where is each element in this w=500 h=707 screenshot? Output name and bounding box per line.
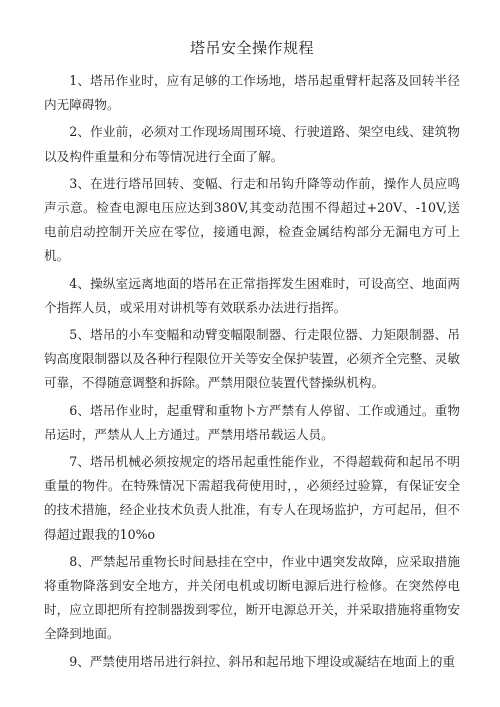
paragraph-8: 8、严禁起吊重物长时间悬挂在空中，作业中遇突发故障，应采取措施将重物降落到安全地方，并关闭电机或切断电源后进行检修。在突然停电时，应立即把所有控制器拨到零位，断开电源总开关，并采取措施将重物安全降到地面。 bbox=[44, 553, 460, 642]
paragraph-6: 6、塔吊作业时，起重臂和重物卜方严禁有人停留、工作或通过。重物吊运时，严禁从人上方通过。严禁用塔吊载运人员。 bbox=[44, 402, 460, 442]
document-title: 塔吊安全操作规程 bbox=[189, 39, 314, 57]
paragraph-2: 2、作业前，必须对工作现场周围环境、行驶道路、架空电线、建筑物以及构件重量和分布等情况进行全面了解。 bbox=[44, 124, 460, 164]
paragraph-9: 9、严禁使用塔吊进行斜拉、斜吊和起吊地下埋设或凝结在地面上的重 bbox=[69, 653, 456, 669]
paragraph-7: 7、塔吊机械必须按规定的塔吊起重性能作业，不得超载荷和起吊不明重量的物件。在特殊情况下需超我荷使用时，，必须经过验算，有保证安全的技术措施，经企业技术负责人批准，有专人在现场监护，方可起吊，但不得超过跟我的10%o bbox=[44, 454, 460, 542]
paragraph-3: 3、在进行塔吊回转、变幅、行走和吊钩升降等动作前，操作人员应鸣声示意。检查电源电压应达到380V,其变动范围不得超过+20V、-10V,送电前启动控制开关应在零位，接通电源，检查金属结构部分无漏电方可上机。 bbox=[44, 175, 460, 264]
paragraph-4: 4、操纵室远离地面的塔吊在正常指挥发生困难时，可设高空、地面两个指挥人员，或采用对讲机等有效联系办法进行指挥。 bbox=[44, 275, 460, 315]
paragraph-5: 5、塔吊的小车变幅和动臂变幅限制器、行走限位器、力矩限制器、吊钩高度限制器以及各种行程限位开关等安全保护装置，必须齐全完整、灵敏可靠，不得随意调整和拆除。严禁用限位装置代替操纵机构。 bbox=[44, 327, 460, 391]
paragraph-1: 1、塔吊作业时，应有足够的工作场地，塔吊起重臂杆起落及回转半径内无障碍物。 bbox=[44, 73, 460, 113]
